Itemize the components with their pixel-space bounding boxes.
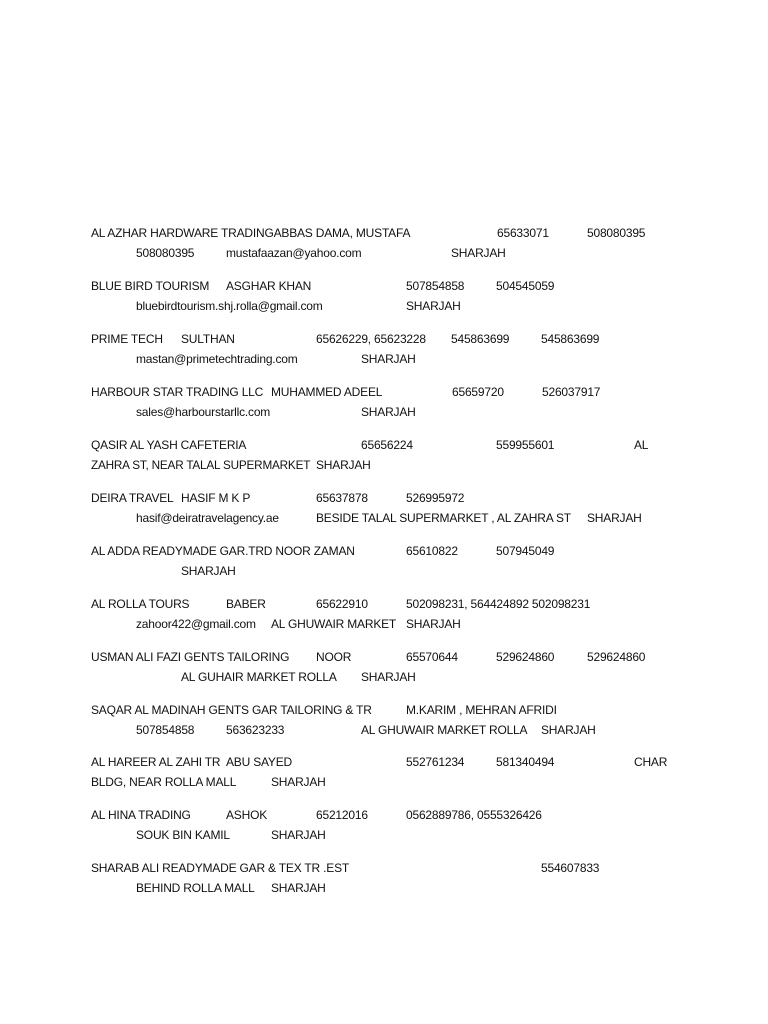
entry-field: ASGHAR KHAN (226, 279, 312, 293)
directory-entry (0, 223, 768, 265)
entry-field: ABU SAYED (226, 755, 292, 769)
directory-entry (0, 276, 768, 318)
entry-field: 526037917 (542, 385, 601, 399)
entry-field: 581340494 (496, 755, 555, 769)
directory-entry (0, 382, 768, 424)
entry-field: AL HINA TRADING (91, 808, 191, 822)
entry-field: MUHAMMED ADEEL (271, 385, 383, 399)
entry-field: 554607833 (541, 861, 600, 875)
entry-field: 65610822 (406, 544, 458, 558)
entry-field: BEHIND ROLLA MALL (136, 881, 255, 895)
entry-line-1 (0, 647, 768, 667)
entry-field: SHARJAH (361, 352, 416, 366)
entry-field: 65622910 (316, 597, 368, 611)
entry-field: 508080395 (587, 226, 646, 240)
entry-field: 529624860 (587, 650, 646, 664)
entry-field: USMAN ALI FAZI GENTS TAILORING (91, 650, 290, 664)
entry-field: SHARJAH (406, 299, 461, 313)
entry-field: zahoor422@gmail.com (136, 617, 256, 631)
entry-line-2 (0, 296, 768, 316)
entry-field: 545863699 (541, 332, 600, 346)
entry-line-2 (0, 561, 768, 581)
entry-line-2 (0, 243, 768, 263)
directory-entry (0, 700, 768, 742)
entry-field: hasif@deiratravelagency.ae (136, 511, 279, 525)
entry-field: AL (634, 438, 649, 452)
entry-line-2 (0, 614, 768, 634)
entry-field: HASIF M K P (181, 491, 251, 505)
entry-line-1 (0, 223, 768, 243)
entry-field: SHARJAH (451, 246, 506, 260)
directory-entry (0, 805, 768, 847)
entry-line-2 (0, 772, 768, 792)
entry-line-1 (0, 488, 768, 508)
entry-field: 65637878 (316, 491, 368, 505)
entry-field: SHARJAH (541, 723, 596, 737)
directory-entry (0, 435, 768, 477)
entry-line-2 (0, 349, 768, 369)
entry-field: mastan@primetechtrading.com (136, 352, 298, 366)
entry-field: 65626229, 65623228 (316, 332, 426, 346)
entry-field: NOOR (316, 650, 352, 664)
entry-field: 559955601 (496, 438, 555, 452)
directory-entry (0, 647, 768, 689)
entry-field: ZAHRA ST, NEAR TALAL SUPERMARKET (91, 458, 311, 472)
entry-line-1 (0, 805, 768, 825)
entry-field: SHARJAH (361, 670, 416, 684)
entry-field: 507945049 (496, 544, 555, 558)
entry-field: mustafaazan@yahoo.com (226, 246, 362, 260)
entry-field: BLUE BIRD TOURISM (91, 279, 210, 293)
entry-field: AL GHUWAIR MARKET (271, 617, 397, 631)
entry-field: BESIDE TALAL SUPERMARKET , AL ZAHRA ST (316, 511, 571, 525)
entry-field: CHAR (634, 755, 668, 769)
entry-line-2 (0, 720, 768, 740)
entry-field: SAQAR AL MADINAH GENTS GAR TAILORING & TR (91, 703, 372, 717)
entry-field: DEIRA TRAVEL (91, 491, 174, 505)
entry-field: SHARJAH (271, 775, 326, 789)
entry-field: SHARAB ALI READYMADE GAR & TEX TR .EST (91, 861, 350, 875)
directory-entry (0, 752, 768, 794)
entry-line-2 (0, 508, 768, 528)
entry-line-1 (0, 541, 768, 561)
entry-field: SULTHAN (181, 332, 235, 346)
entry-line-1 (0, 276, 768, 296)
entry-field: 0562889786, 0555326426 (406, 808, 542, 822)
entry-line-2 (0, 667, 768, 687)
entry-field: AL HAREER AL ZAHI TR (91, 755, 221, 769)
entry-field: sales@harbourstarllc.com (136, 405, 271, 419)
entry-field: 502098231, 564424892 502098231 (406, 597, 591, 611)
entry-line-2 (0, 455, 768, 475)
entry-field: SOUK BIN KAMIL (136, 828, 230, 842)
entry-field: PRIME TECH (91, 332, 163, 346)
entry-line-1 (0, 752, 768, 772)
directory-entry (0, 594, 768, 636)
entry-field: 65656224 (361, 438, 413, 452)
entry-field: bluebirdtourism.shj.rolla@gmail.com (136, 299, 323, 313)
entry-field: 504545059 (496, 279, 555, 293)
entry-field: AL ADDA READYMADE GAR.TRD NOOR ZAMAN (91, 544, 355, 558)
entry-field: HARBOUR STAR TRADING LLC (91, 385, 264, 399)
directory-entry (0, 329, 768, 371)
entry-field: 508080395 (136, 246, 195, 260)
entry-field: BLDG, NEAR ROLLA MALL (91, 775, 237, 789)
entry-field: SHARJAH (316, 458, 371, 472)
entry-field: 545863699 (451, 332, 510, 346)
entry-field: AL AZHAR HARDWARE TRADINGABBAS DAMA, MUSTAFA (91, 226, 411, 240)
entry-field: 526995972 (406, 491, 465, 505)
entry-field: SHARJAH (361, 405, 416, 419)
entry-field: 552761234 (406, 755, 465, 769)
entry-line-1 (0, 594, 768, 614)
entry-field: AL GUHAIR MARKET ROLLA (181, 670, 337, 684)
entry-field: 65633071 (497, 226, 549, 240)
entry-line-1 (0, 329, 768, 349)
entry-field: 563623233 (226, 723, 285, 737)
entry-field: SHARJAH (181, 564, 236, 578)
entry-line-2 (0, 878, 768, 898)
entry-field: ASHOK (226, 808, 268, 822)
entry-field: QASIR AL YASH CAFETERIA (91, 438, 247, 452)
entry-field: M.KARIM , MEHRAN AFRIDI (406, 703, 557, 717)
entry-field: SHARJAH (271, 828, 326, 842)
entry-field: SHARJAH (271, 881, 326, 895)
directory-entry (0, 858, 768, 900)
entry-line-2 (0, 825, 768, 845)
entry-field: 65570644 (406, 650, 458, 664)
entry-field: SHARJAH (587, 511, 642, 525)
entry-field: 507854858 (136, 723, 195, 737)
directory-entry (0, 541, 768, 583)
directory-entry (0, 488, 768, 530)
entry-line-1 (0, 435, 768, 455)
entry-line-1 (0, 858, 768, 878)
entry-field: AL ROLLA TOURS (91, 597, 190, 611)
entry-field: 507854858 (406, 279, 465, 293)
entry-field: 65659720 (452, 385, 504, 399)
entry-field: 529624860 (496, 650, 555, 664)
entry-line-1 (0, 700, 768, 720)
entry-field: 65212016 (316, 808, 368, 822)
entry-field: BABER (226, 597, 266, 611)
entry-field: AL GHUWAIR MARKET ROLLA (361, 723, 528, 737)
entry-line-1 (0, 382, 768, 402)
entry-line-2 (0, 402, 768, 422)
entry-field: SHARJAH (406, 617, 461, 631)
